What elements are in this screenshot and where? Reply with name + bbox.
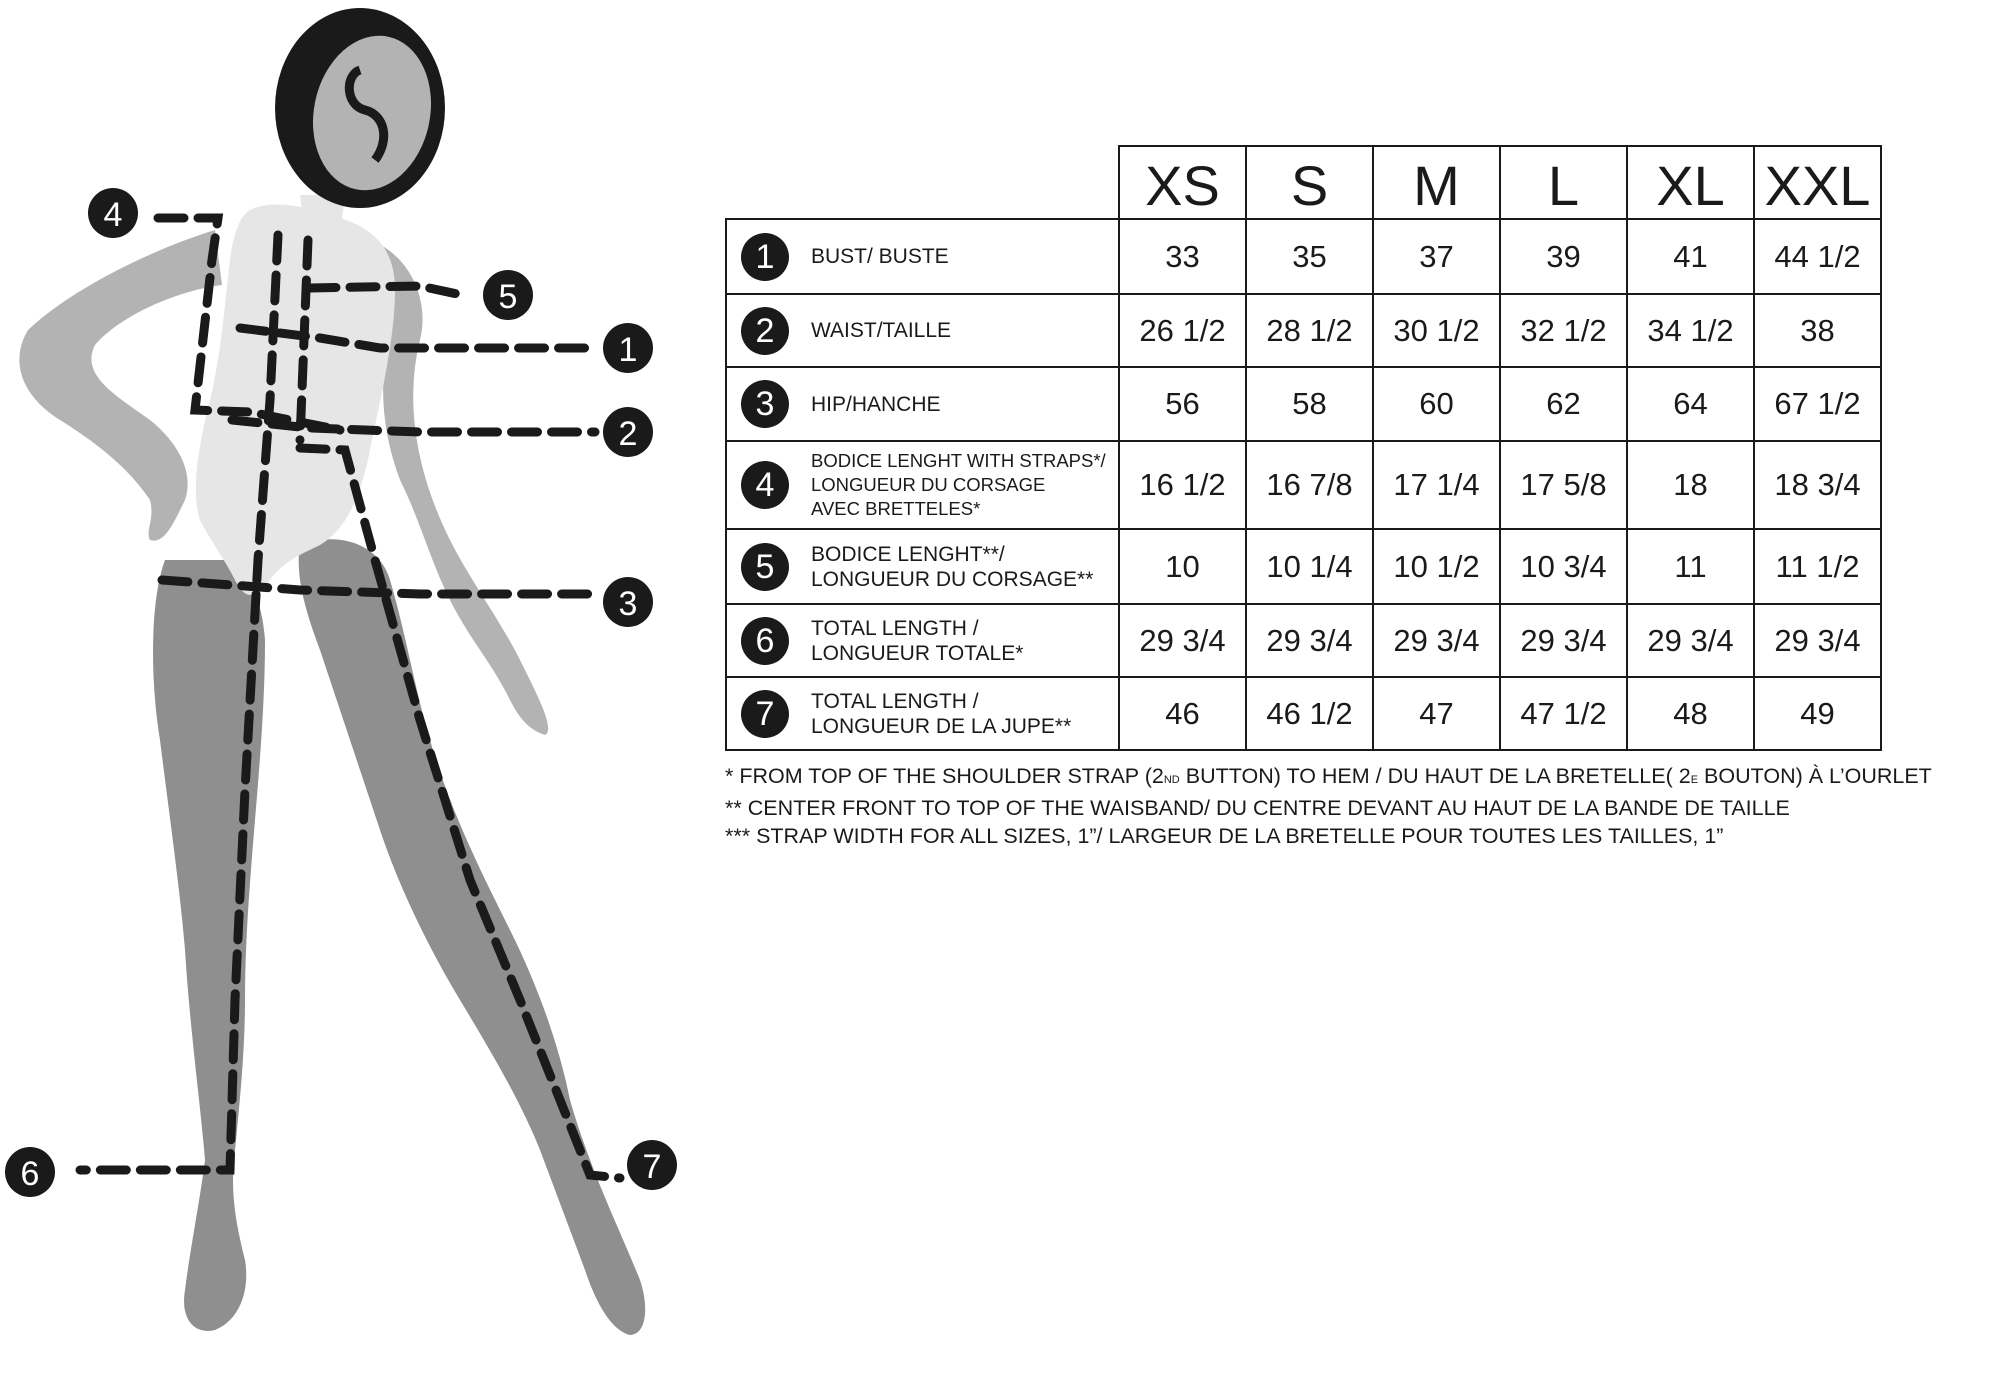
table-cell: 48 [1627,677,1754,750]
row-label: BODICE LENGHT WITH STRAPS*/ LONGUEUR DU CORSAGE AVEC BRETTELES* [811,450,1106,519]
marker-3 [603,577,653,627]
row-label: BUST/ BUSTE [811,245,949,268]
table-cell: 46 1/2 [1246,677,1373,750]
row-number-badge: 5 [741,543,789,591]
table-cell: 17 1/4 [1373,441,1500,529]
table-cell: 47 [1373,677,1500,750]
table-cell: 28 1/2 [1246,294,1373,367]
size-header-xxl: XXL [1754,146,1881,219]
row-number-badge: 7 [741,690,789,738]
size-header-m: M [1373,146,1500,219]
table-cell: 34 1/2 [1627,294,1754,367]
table-cell: 18 3/4 [1754,441,1881,529]
row-number-badge: 3 [741,380,789,428]
row-label-cell [726,219,1119,294]
table-cell: 58 [1246,367,1373,441]
table-cell: 29 3/4 [1119,604,1246,677]
row-number-badge: 1 [741,233,789,281]
marker-5 [483,270,533,320]
svg-text:6: 6 [20,1155,40,1193]
footnote-2: ** CENTER FRONT TO TOP OF THE WAISBAND/ DU CENTRE DEVANT AU HAUT DE LA BANDE DE TAILLE [725,796,1790,820]
size-header-xl: XL [1627,146,1754,219]
size-header-xs: XS [1119,146,1246,219]
table-cell: 37 [1373,219,1500,294]
table-cell: 16 7/8 [1246,441,1373,529]
marker-6 [5,1147,55,1197]
size-header-s: S [1246,146,1373,219]
size-chart-table [725,145,1882,751]
table-cell: 41 [1627,219,1754,294]
table-row-bodice-straps [726,441,1881,529]
row-label-cell [726,441,1119,529]
row-label: WAIST/TAILLE [811,319,952,342]
size-header-l: L [1500,146,1627,219]
table-cell: 29 3/4 [1500,604,1627,677]
svg-text:7: 7 [642,1148,662,1186]
marker-2 [603,407,653,457]
table-cell: 44 1/2 [1754,219,1881,294]
table-cell: 47 1/2 [1500,677,1627,750]
footnote-1: * FROM TOP OF THE SHOULDER STRAP (2ND BUTTON) TO HEM / DU HAUT DE LA BRETELLE( 2E BOUTON) À L’OURLET [725,764,1932,788]
marker-4 [88,188,138,238]
svg-text:1: 1 [618,331,638,369]
row-number-badge: 6 [741,617,789,665]
table-cell: 29 3/4 [1246,604,1373,677]
svg-text:3: 3 [618,585,638,623]
row-number-badge: 2 [741,307,789,355]
table-cell: 26 1/2 [1119,294,1246,367]
row-number-badge: 4 [741,461,789,509]
table-cell: 29 3/4 [1627,604,1754,677]
table-cell: 30 1/2 [1373,294,1500,367]
table-cell: 16 1/2 [1119,441,1246,529]
table-cell: 32 1/2 [1500,294,1627,367]
table-cell: 33 [1119,219,1246,294]
table-cell: 38 [1754,294,1881,367]
table-cell: 67 1/2 [1754,367,1881,441]
table-cell: 56 [1119,367,1246,441]
row-label-cell [726,367,1119,441]
table-cell: 10 1/4 [1246,529,1373,604]
table-cell: 60 [1373,367,1500,441]
table-cell: 10 [1119,529,1246,604]
footnotes [725,762,1932,850]
table-row-hip [726,367,1881,441]
table-cell: 29 3/4 [1373,604,1500,677]
table-row-bodice [726,529,1881,604]
svg-text:4: 4 [103,196,123,234]
footnote-3: *** STRAP WIDTH FOR ALL SIZES, 1”/ LARGEUR DE LA BRETELLE POUR TOUTES LES TAILLES, 1” [725,824,1724,848]
table-cell: 64 [1627,367,1754,441]
right-leg [299,539,646,1335]
row-label-cell [726,294,1119,367]
table-row-waist [726,294,1881,367]
table-row-total-length [726,604,1881,677]
table-cell: 17 5/8 [1500,441,1627,529]
header-blank [726,146,1119,219]
table-cell: 39 [1500,219,1627,294]
table-row-skirt-length [726,677,1881,750]
row-label-cell [726,604,1119,677]
table-cell: 10 3/4 [1500,529,1627,604]
table-cell: 18 [1627,441,1754,529]
svg-text:5: 5 [498,278,518,316]
row-label: TOTAL LENGTH / LONGUEUR TOTALE* [811,616,1024,665]
table-cell: 49 [1754,677,1881,750]
measurement-figure [0,0,720,1385]
row-label-cell [726,529,1119,604]
marker-7 [627,1140,677,1190]
row-label: BODICE LENGHT**/ LONGUEUR DU CORSAGE** [811,542,1094,591]
table-cell: 11 [1627,529,1754,604]
row-label: TOTAL LENGTH / LONGUEUR DE LA JUPE** [811,689,1072,738]
left-arm [19,230,222,541]
svg-text:2: 2 [618,415,638,453]
table-cell: 11 1/2 [1754,529,1881,604]
table-cell: 10 1/2 [1373,529,1500,604]
marker-1 [603,323,653,373]
row-label-cell [726,677,1119,750]
table-cell: 35 [1246,219,1373,294]
table-cell: 46 [1119,677,1246,750]
table-cell: 29 3/4 [1754,604,1881,677]
row-label: HIP/HANCHE [811,392,941,416]
size-header-row [726,146,1881,219]
table-cell: 62 [1500,367,1627,441]
table-row-bust [726,219,1881,294]
